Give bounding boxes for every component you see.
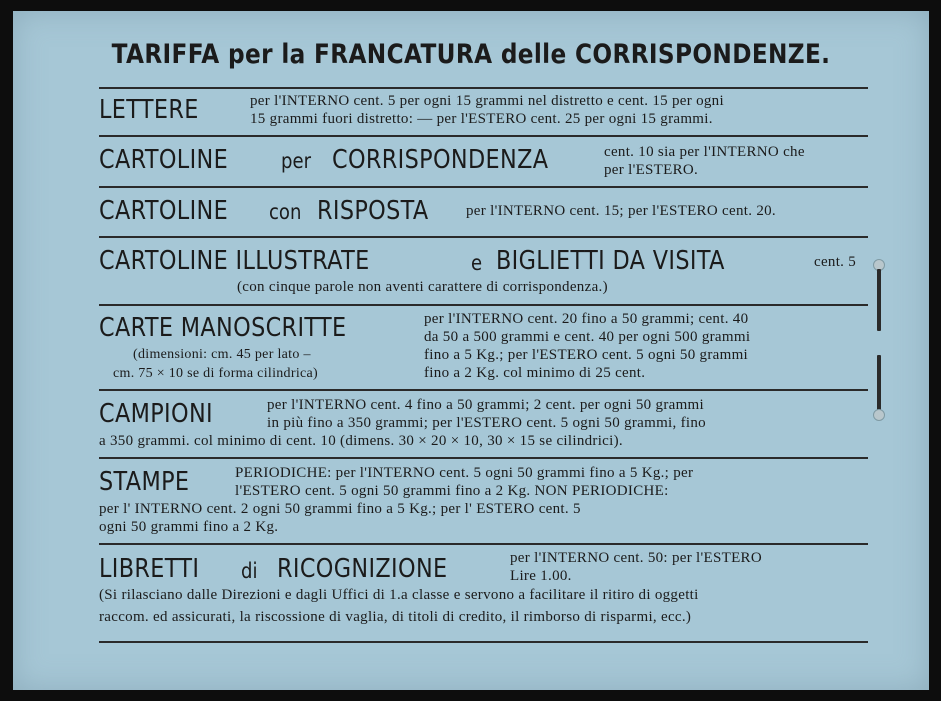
divider xyxy=(99,87,868,89)
staple-mark xyxy=(877,269,881,331)
cartoline-corr-heading: CARTOLINE xyxy=(99,145,229,175)
lettere-line-2: 15 grammi fuori distretto: — per l'ESTERO cent. 25 per ogni 15 grammi. xyxy=(250,111,713,127)
divider xyxy=(99,543,868,545)
staple-mark xyxy=(877,355,881,411)
libretti-note-1: (Si rilasciano dalle Direzioni e dagli Uffici di 1.a classe e servono a facilitare il ritiro di oggetti xyxy=(99,587,699,603)
cartoline-ill-heading-2: BIGLIETTI DA VISITA xyxy=(496,246,725,276)
cartoline-corr-heading-2: CORRISPONDENZA xyxy=(332,145,549,175)
divider xyxy=(99,641,868,643)
cartoline-ill-note: (con cinque parole non aventi carattere di corrispondenza.) xyxy=(237,279,608,295)
campioni-line-1: per l'INTERNO cent. 4 fino a 50 grammi; 2 cent. per ogni 50 grammi xyxy=(267,397,704,413)
cartoline-ill-price: cent. 5 xyxy=(814,254,857,270)
divider xyxy=(99,304,868,306)
lettere-line-1: per l'INTERNO cent. 5 per ogni 15 grammi nel distretto e cent. 15 per ogni xyxy=(250,93,724,109)
campioni-heading: CAMPIONI xyxy=(99,399,213,429)
libretti-line-1: per l'INTERNO cent. 50: per l'ESTERO xyxy=(510,550,762,566)
cartoline-corr-line-2: per l'ESTERO. xyxy=(604,162,699,178)
carte-line-3: fino a 5 Kg.; per l'ESTERO cent. 5 ogni 50 grammi xyxy=(424,347,749,363)
libretti-heading-2: RICOGNIZIONE xyxy=(277,554,448,584)
cartoline-ill-e: e xyxy=(471,251,483,275)
campioni-line-2: in più fino a 350 grammi; per l'ESTERO cent. 5 ogni 50 grammi, fino xyxy=(267,415,706,431)
carte-line-2: da 50 a 500 grammi e cent. 40 per ogni 500 grammi xyxy=(424,329,751,345)
libretti-note-2: raccom. ed assicurati, la riscossione di vaglia, di titoli di credito, il rimborso di risparmi, ecc.) xyxy=(99,609,692,625)
tariff-card xyxy=(13,11,929,690)
carte-line-1: per l'INTERNO cent. 20 fino a 50 grammi; cent. 40 xyxy=(424,311,749,327)
stampe-line-1: PERIODICHE: per l'INTERNO cent. 5 ogni 50 grammi fino a 5 Kg.; per xyxy=(235,465,694,481)
divider xyxy=(99,236,868,238)
cartoline-risp-heading: CARTOLINE xyxy=(99,196,229,226)
carte-dim-1: (dimensioni: cm. 45 per lato – xyxy=(133,347,311,362)
divider xyxy=(99,135,868,137)
divider xyxy=(99,186,868,188)
libretti-di: di xyxy=(241,559,258,583)
page-title: TARIFFA per la FRANCATURA delle CORRISPONDENZE. xyxy=(111,39,831,70)
carte-line-4: fino a 2 Kg. col minimo di 25 cent. xyxy=(424,365,646,381)
divider xyxy=(99,389,868,391)
cartoline-risp-text: per l'INTERNO cent. 15; per l'ESTERO cent. 20. xyxy=(466,203,776,219)
carte-dim-2: cm. 75 × 10 se di forma cilindrica) xyxy=(113,366,319,381)
lettere-heading: LETTERE xyxy=(99,95,199,125)
stampe-line-3: per l' INTERNO cent. 2 ogni 50 grammi fino a 5 Kg.; per l' ESTERO cent. 5 xyxy=(99,501,581,517)
stampe-heading: STAMPE xyxy=(99,467,190,497)
divider xyxy=(99,457,868,459)
cartoline-risp-con: con xyxy=(269,200,302,224)
cartoline-ill-heading: CARTOLINE ILLUSTRATE xyxy=(99,246,370,276)
stampe-line-2: l'ESTERO cent. 5 ogni 50 grammi fino a 2 Kg. NON PERIODICHE: xyxy=(235,483,669,499)
campioni-line-3: a 350 grammi. col minimo di cent. 10 (dimens. 30 × 20 × 10, 30 × 15 se cilindrici). xyxy=(99,433,623,449)
staple-hole xyxy=(873,409,885,421)
cartoline-risp-heading-2: RISPOSTA xyxy=(317,196,429,226)
libretti-line-2: Lire 1.00. xyxy=(510,568,572,584)
carte-heading: CARTE MANOSCRITTE xyxy=(99,313,347,343)
cartoline-corr-line-1: cent. 10 sia per l'INTERNO che xyxy=(604,144,805,160)
cartoline-corr-per: per xyxy=(281,149,312,173)
stampe-line-4: ogni 50 grammi fino a 2 Kg. xyxy=(99,519,279,535)
libretti-heading: LIBRETTI xyxy=(99,554,200,584)
